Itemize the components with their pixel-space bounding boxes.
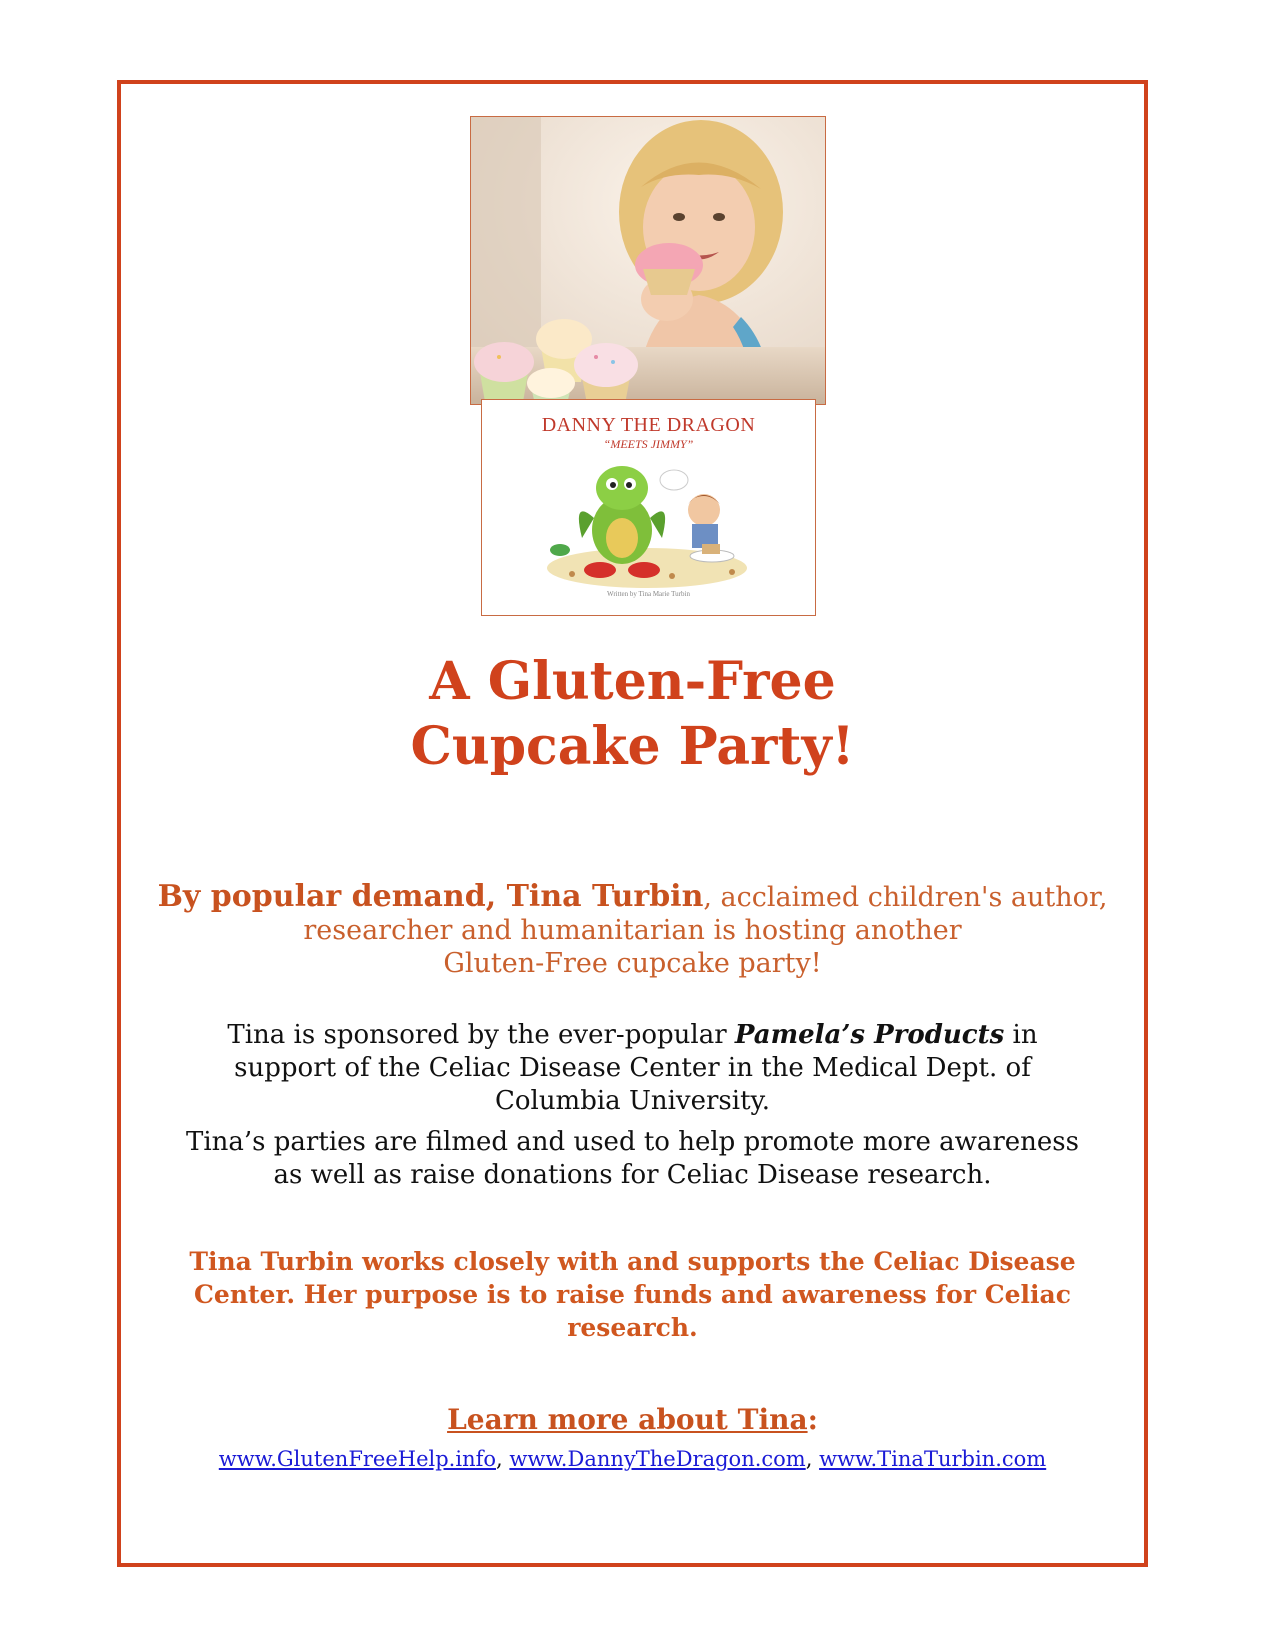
sponsor-paragraph [180, 1019, 1085, 1118]
sponsor-brand: Pamela’s Products [734, 1020, 1005, 1050]
headline-line-1: A Gluten-Free [429, 651, 836, 712]
filming-paragraph: Tina’s parties are filmed and used to help promote more awareness as well as raise donations for Celiac Disease research. [186, 1127, 1079, 1190]
intro-paragraph [117, 880, 1148, 980]
link-dannythedragon[interactable]: www.DannyTheDragon.com [509, 1447, 806, 1471]
sponsor-text-after: in support of the Celiac Disease Center in the Medical Dept. of Columbia University. [234, 1020, 1038, 1116]
learn-more-label: Learn more about Tina [447, 1403, 808, 1436]
link-separator: , [496, 1447, 510, 1471]
intro-bold: By popular demand, Tina Turbin [157, 879, 704, 914]
sponsor-text-before: Tina is sponsored by the ever-popular [227, 1020, 735, 1050]
link-glutenfreehelp[interactable]: www.GlutenFreeHelp.info [218, 1447, 497, 1471]
intro-line-2: researcher and humanitarian is hosting another [303, 915, 962, 946]
website-links [117, 1445, 1148, 1473]
book-cover-title: DANNY THE DRAGON [541, 414, 756, 436]
headline-line-2: Cupcake Party! [410, 716, 855, 777]
intro-line-3: Gluten-Free cupcake party! [443, 948, 822, 979]
book-cover-subtitle: “MEETS JIMMY” [603, 437, 694, 451]
girl-cupcake-photo [470, 116, 826, 405]
dragon-illustration [542, 458, 752, 588]
celiac-callout: Tina Turbin works closely with and supports the Celiac Disease Center. Her purpose is to raise funds and awareness for Celiac research. [189, 1247, 1076, 1342]
link-tinaturbin[interactable]: www.TinaTurbin.com [819, 1447, 1047, 1471]
intro-line-1: , acclaimed children's author, [703, 882, 1108, 913]
link-separator: , [805, 1447, 820, 1471]
learn-more-colon: : [807, 1403, 818, 1436]
book-cover-credit: Written by Tina Marie Turbin [607, 590, 690, 598]
book-cover [481, 399, 816, 616]
learn-more-heading [117, 1403, 1148, 1437]
